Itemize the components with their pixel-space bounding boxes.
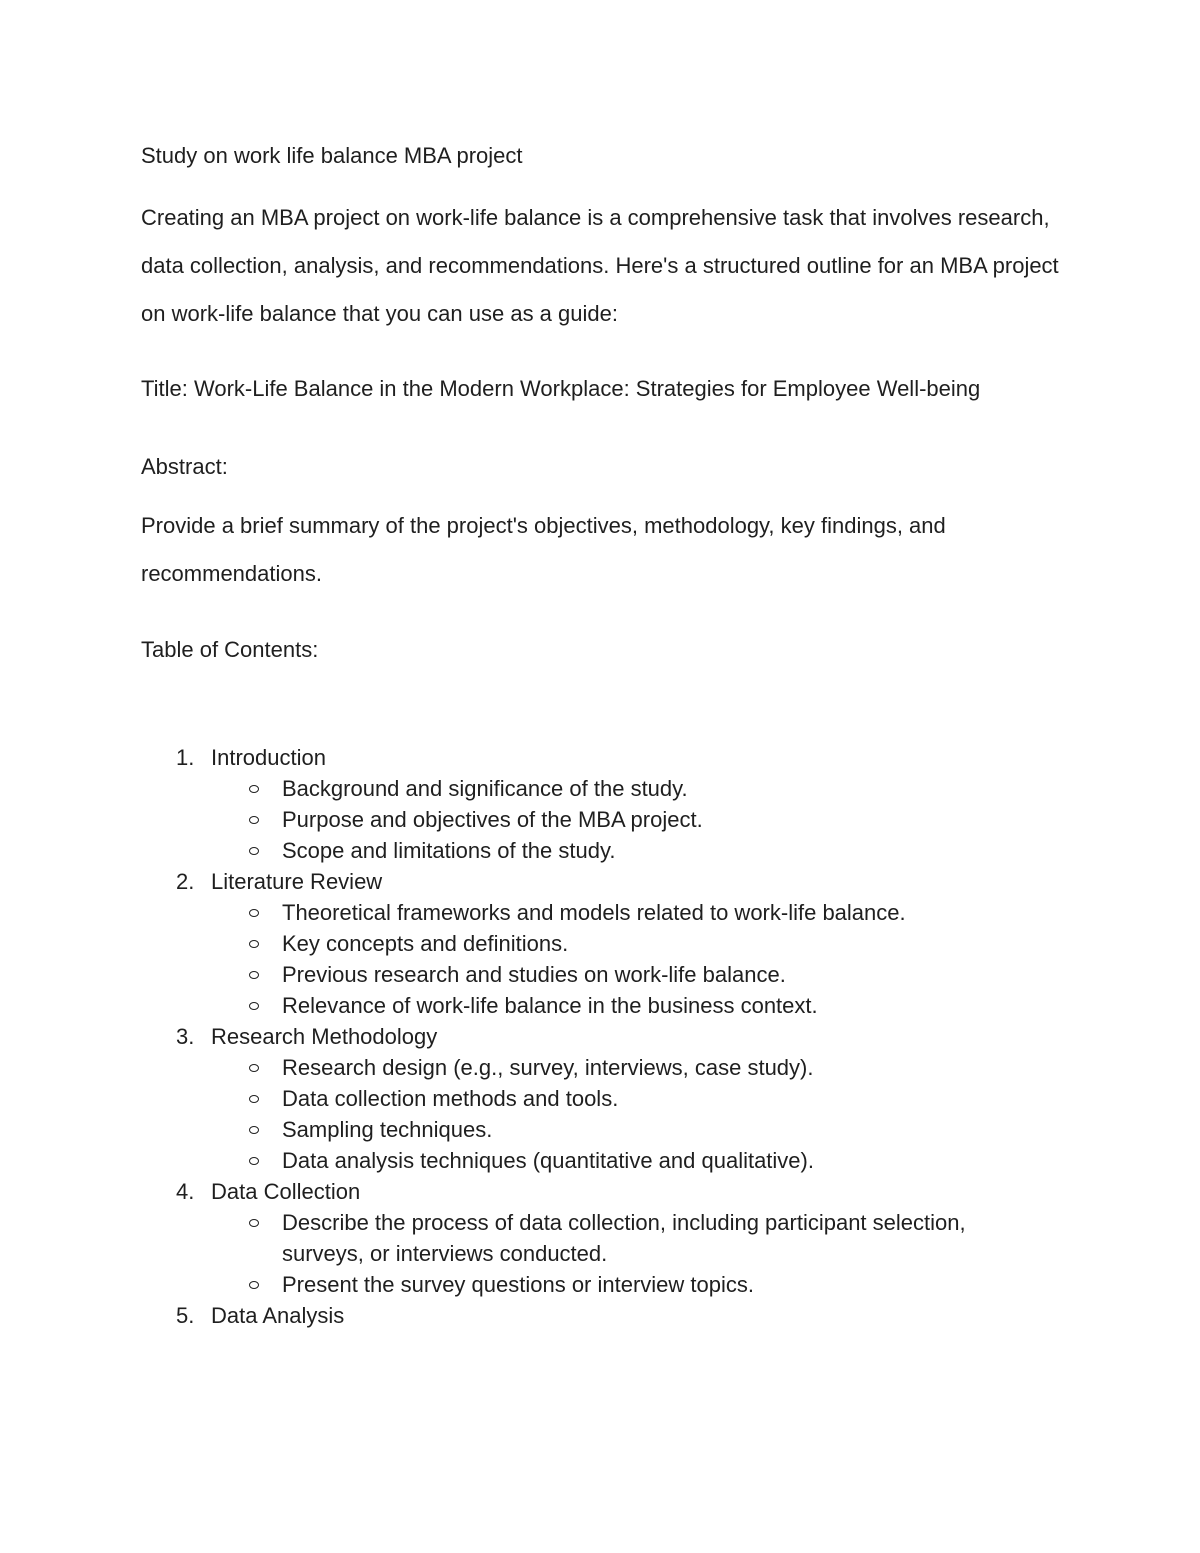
toc-sub-item: [0, 1114, 1200, 1145]
toc-sub-item-text: Sampling techniques.: [282, 1117, 493, 1142]
toc-sub-item-text: Key concepts and definitions.: [282, 931, 569, 956]
toc-section: [0, 1021, 1200, 1176]
toc-section-number: 3.: [176, 1024, 195, 1049]
toc-section-number: 1.: [176, 745, 195, 770]
toc-sub-list: [0, 897, 1200, 1021]
toc-sub-item: [0, 928, 1200, 959]
toc-section-row: [0, 742, 1200, 773]
toc-sub-list: [0, 1207, 1200, 1300]
toc-sub-item-text: Data analysis techniques (quantitative and qualitative).: [282, 1148, 814, 1173]
hollow-circle-bullet-icon: [249, 1002, 259, 1010]
toc-section-label: Data Collection: [211, 1179, 361, 1204]
toc-sub-item-text: Relevance of work-life balance in the business context.: [282, 993, 818, 1018]
hollow-circle-bullet-icon: [249, 971, 259, 979]
toc-section-row: [0, 1176, 1200, 1207]
toc-sub-item: [0, 835, 1200, 866]
toc-section-row: [0, 866, 1200, 897]
toc-sub-item-text: Background and significance of the study.: [282, 776, 688, 801]
table-of-contents: [0, 742, 1200, 1331]
toc-section-row: [0, 1300, 1200, 1331]
hollow-circle-bullet-icon: [249, 1157, 259, 1165]
hollow-circle-bullet-icon: [249, 1095, 259, 1103]
toc-sub-item-text: Previous research and studies on work-life balance.: [282, 962, 786, 987]
hollow-circle-bullet-icon: [249, 940, 259, 948]
hollow-circle-bullet-icon: [249, 816, 259, 824]
toc-section-label: Data Analysis: [211, 1303, 345, 1328]
toc-section-label: Research Methodology: [211, 1024, 438, 1049]
toc-sub-item: [0, 990, 1200, 1021]
toc-sub-item: [0, 773, 1200, 804]
document-title: Study on work life balance MBA project: [141, 143, 523, 168]
toc-sub-item-text: Present the survey questions or interview topics.: [282, 1272, 755, 1297]
toc-section: [0, 742, 1200, 866]
hollow-circle-bullet-icon: [249, 909, 259, 917]
toc-sub-item: [0, 1269, 1200, 1300]
toc-sub-item: [0, 1083, 1200, 1114]
project-title: Title: Work-Life Balance in the Modern Workplace: Strategies for Employee Well-being: [141, 376, 981, 401]
toc-sub-item-text: Scope and limitations of the study.: [282, 838, 616, 863]
toc-sub-item-text: Research design (e.g., survey, interviews, case study).: [282, 1055, 814, 1080]
toc-sub-item-text: Theoretical frameworks and models related to work-life balance.: [282, 900, 906, 925]
toc-section-number: 5.: [176, 1303, 195, 1328]
toc-section-number: 4.: [176, 1179, 195, 1204]
toc-sub-item: [0, 804, 1200, 835]
toc-sub-item: [0, 1052, 1200, 1083]
toc-sub-list: [0, 773, 1200, 866]
toc-sub-item: [0, 1207, 1200, 1269]
toc-sub-list: [0, 1052, 1200, 1176]
toc-sub-item-text: Describe the process of data collection, including participant selection, surveys, or interviews conducted.: [282, 1210, 966, 1266]
hollow-circle-bullet-icon: [249, 1281, 259, 1289]
toc-sub-item: [0, 1145, 1200, 1176]
toc-sub-item-text: Purpose and objectives of the MBA project.: [282, 807, 703, 832]
toc-heading: Table of Contents:: [141, 637, 319, 662]
toc-sub-item: [0, 959, 1200, 990]
toc-sub-item-text: Data collection methods and tools.: [282, 1086, 619, 1111]
toc-section: [0, 1176, 1200, 1300]
abstract-heading: Abstract:: [141, 454, 228, 479]
toc-section: [0, 1300, 1200, 1331]
hollow-circle-bullet-icon: [249, 1126, 259, 1134]
intro-paragraph: Creating an MBA project on work-life balance is a comprehensive task that involves research, data collection, analysis, and recommendations. Here's a structured outline for an MBA project on work-life balance that you can use as a guide:: [141, 205, 1059, 326]
toc-sub-item: [0, 897, 1200, 928]
toc-section-label: Literature Review: [211, 869, 383, 894]
abstract-body: Provide a brief summary of the project's objectives, methodology, key findings, and recommendations.: [141, 513, 946, 586]
hollow-circle-bullet-icon: [249, 785, 259, 793]
toc-section: [0, 866, 1200, 1021]
toc-section-number: 2.: [176, 869, 195, 894]
hollow-circle-bullet-icon: [249, 847, 259, 855]
toc-section-label: Introduction: [211, 745, 326, 770]
hollow-circle-bullet-icon: [249, 1219, 259, 1227]
toc-section-row: [0, 1021, 1200, 1052]
hollow-circle-bullet-icon: [249, 1064, 259, 1072]
